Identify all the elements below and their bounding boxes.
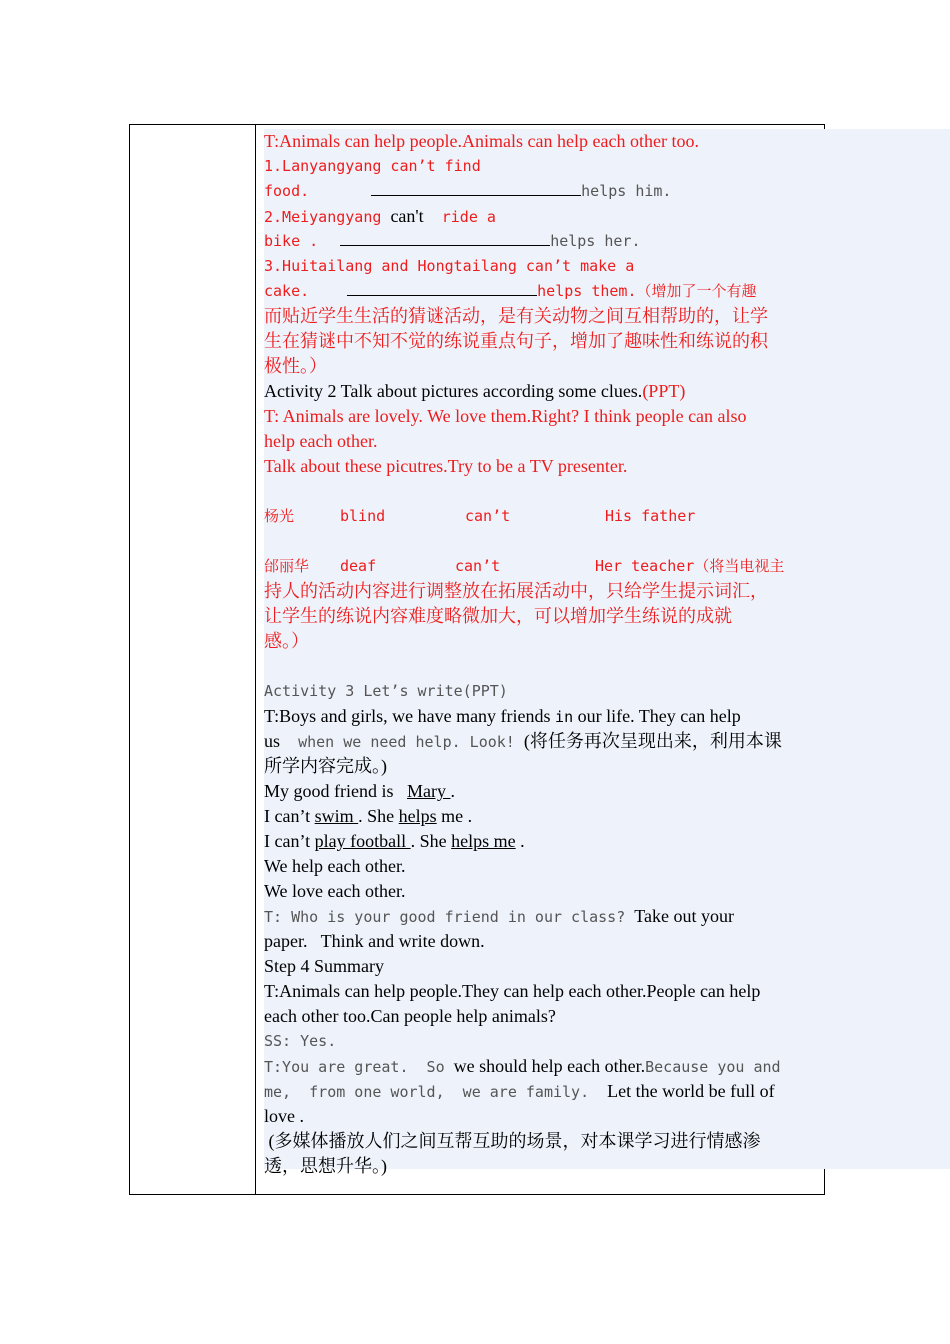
w3-answer: play football (314, 831, 411, 851)
clue1-cant: can’t (465, 507, 511, 525)
summary-line-2: each other too.Can people help animals? (264, 1006, 556, 1026)
t3a-c: our life. They can help (573, 706, 741, 726)
q1-helps: helps him. (581, 182, 672, 200)
w2-e: me . (436, 806, 473, 826)
note1-line-3: 极性。） (264, 356, 327, 376)
t5-line-3: love . (264, 1106, 304, 1126)
question-2-line (264, 204, 496, 230)
q2-start: 2.Meiyangyang (264, 208, 391, 226)
q2-helps: helps her. (550, 232, 641, 250)
write-line-3 (264, 829, 525, 854)
question-3-answer-line (264, 279, 757, 304)
q3-blank (347, 281, 537, 296)
t3-line-1 (264, 704, 741, 730)
step4-heading: Step 4 Summary (264, 956, 384, 976)
q2-blank (340, 231, 550, 246)
clue1-name: 杨光 (264, 507, 295, 525)
q1-blank (371, 181, 581, 196)
write-line-4: We help each other. (264, 856, 406, 876)
question-3-line: 3.Huitailang and Hongtailang can’t make a (264, 257, 635, 275)
note3-line-1: (多媒体播放人们之间互帮互助的场景，对本课学习进行情感渗 (264, 1131, 761, 1151)
q2-cant: can't (390, 206, 424, 226)
t4a-a: T: Who is your good friend in our class? (264, 908, 635, 926)
question-1-answer-line (264, 179, 671, 204)
t3a-b: in (555, 708, 574, 726)
write-line-2 (264, 804, 472, 829)
t3b-c: (将任务再次呈现出来，利用本课 (523, 731, 782, 751)
write-line-5: We love each other. (264, 881, 406, 901)
clue2-cant: can’t (455, 557, 501, 575)
note2-line-3: 感。） (264, 631, 309, 651)
clue1-helper: His father (605, 507, 696, 525)
t5-line-1 (264, 1054, 781, 1080)
write-line-1 (264, 779, 455, 804)
summary-line-1: T:Animals can help people.They can help each other.People can help (264, 981, 761, 1001)
t3-line-3: 所学内容完成。) (264, 756, 387, 776)
clue2-trait: deaf (340, 557, 377, 575)
ss-line: SS: Yes. (264, 1032, 337, 1050)
clue2-helper: Her teacher（将当电视主 (595, 557, 785, 575)
note1-line-1: 而贴近学生生活的猜谜活动，是有关动物之间互相帮助的，让学 (264, 306, 768, 326)
question-2-answer-line (264, 229, 641, 254)
activity2-ppt: (PPT) (642, 381, 686, 401)
t4-line-2: paper. Think and write down. (264, 931, 485, 951)
lesson-table (129, 124, 825, 1195)
t3b-b: when we need help. Look! (280, 733, 524, 751)
w3-c: . She (410, 831, 452, 851)
column-divider (255, 125, 256, 1194)
clue2-name: 邰丽华 (264, 557, 310, 575)
w2-answer: swim (314, 806, 359, 826)
note2-line-1: 持人的活动内容进行调整放在拓展活动中，只给学生提示词汇， (264, 581, 768, 601)
clue1-trait: blind (340, 507, 386, 525)
t5a-b: we should help each other. (453, 1056, 646, 1076)
t5-line-2 (264, 1079, 775, 1105)
activity3-heading: Activity 3 Let’s write(PPT) (264, 682, 508, 700)
t3-line-2 (264, 729, 782, 755)
q1-food: food. (264, 182, 310, 200)
lesson-content-cell (264, 129, 950, 1176)
t4-line-1 (264, 904, 734, 930)
q2-ride: ride a (423, 208, 496, 226)
w2-a: I can’t (264, 806, 315, 826)
t5a-c: Because you and (645, 1058, 781, 1076)
w1-c: . (450, 781, 455, 801)
w3-e: . (515, 831, 525, 851)
w1-answer: Mary (407, 781, 451, 801)
q3-cake: cake. (264, 282, 310, 300)
activity2-text: Activity 2 Talk about pictures according some clues. (264, 381, 643, 401)
intro-line: T:Animals can help people.Animals can help each other too. (264, 131, 699, 151)
note3-line-2: 透，思想升华。) (264, 1156, 387, 1176)
w2-c: . She (358, 806, 399, 826)
w3-a: I can’t (264, 831, 315, 851)
activity2-heading (264, 379, 685, 404)
t2-line-1: T: Animals are lovely. We love them.Right? I think people can also (264, 406, 747, 426)
t5b-b: Let the world be full of (589, 1081, 775, 1101)
t5b-a: me, from one world, we are family. (264, 1083, 590, 1101)
t5a-a: T:You are great. So (264, 1058, 454, 1076)
q2-bike: bike . (264, 232, 319, 250)
w2-helps: helps (398, 806, 437, 826)
t3b-a: us (264, 731, 281, 751)
w3-helps: helps me (451, 831, 516, 851)
t3a-a: T:Boys and girls, we have many friends (264, 706, 556, 726)
question-1-line: 1.Lanyangyang can’t find (264, 157, 481, 175)
talk-line: Talk about these picutres.Try to be a TV presenter. (264, 456, 628, 476)
note1-line-2: 生在猜谜中不知不觉的练说重点句子，增加了趣味性和练说的积 (264, 331, 768, 351)
t2-line-2: help each other. (264, 431, 378, 451)
w1-a: My good friend is (264, 781, 407, 801)
note2-line-2: 让学生的练说内容难度略微加大，可以增加学生练说的成就 (264, 606, 732, 626)
t4a-b: Take out your (634, 906, 734, 926)
q3-helps: helps them.（增加了一个有趣 (537, 282, 757, 300)
